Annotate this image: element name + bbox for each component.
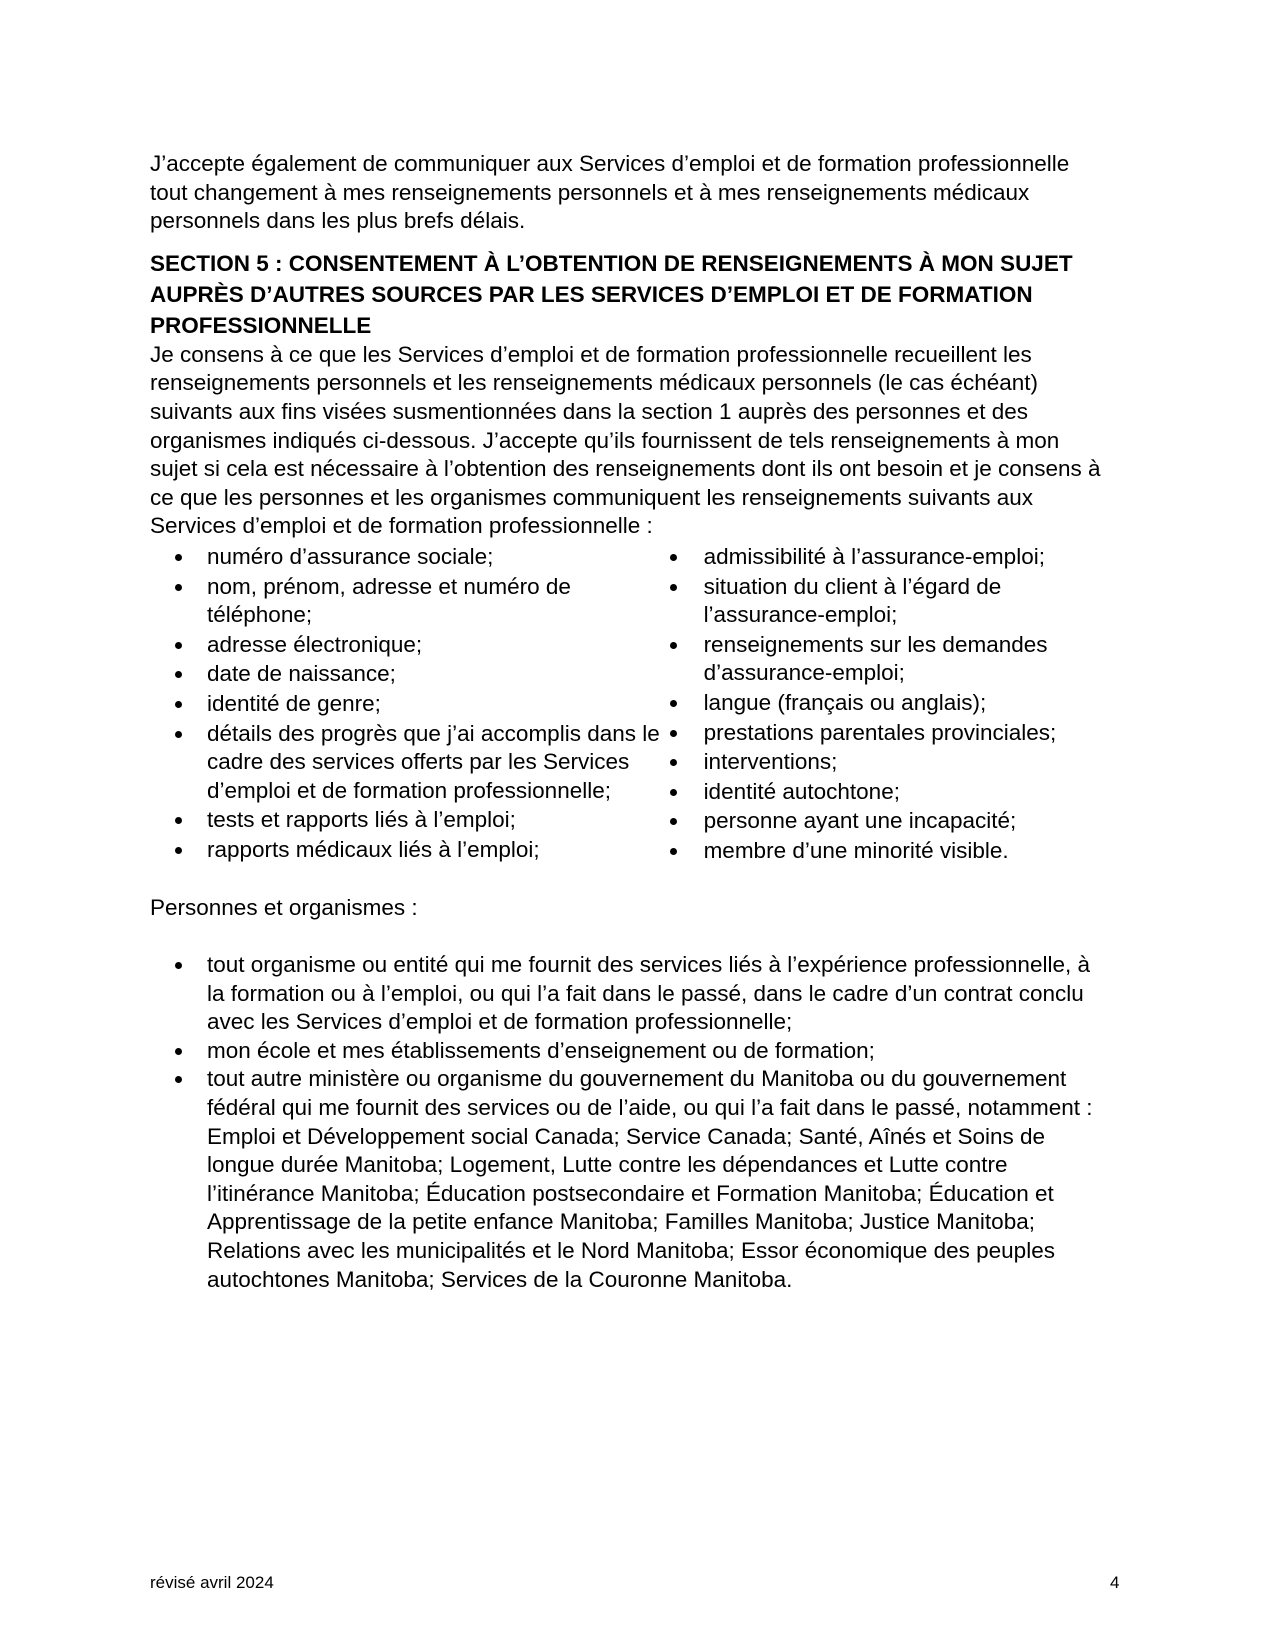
info-items-right-list: [670, 543, 1105, 867]
bullet-icon: [670, 554, 677, 561]
list-item: personne ayant une incapacité;: [670, 807, 1105, 836]
info-items-left-list: [150, 543, 670, 867]
revision-date: révisé avril 2024: [150, 1573, 274, 1592]
bullet-icon: [670, 700, 677, 707]
bullet-icon: [175, 554, 182, 561]
orgs-label: Personnes et organismes :: [150, 895, 418, 921]
list-item: date de naissance;: [150, 660, 670, 689]
list-item: numéro d’assurance sociale;: [150, 543, 670, 572]
bullet-icon: [175, 1048, 182, 1055]
bullet-icon: [175, 584, 182, 591]
list-item: langue (français ou anglais);: [670, 689, 1105, 718]
bullet-icon: [175, 847, 182, 854]
page-number: 4: [1110, 1573, 1120, 1592]
list-item: identité autochtone;: [670, 778, 1105, 807]
list-item: identité de genre;: [150, 690, 670, 719]
bullet-icon: [670, 642, 677, 649]
bullet-icon: [175, 642, 182, 649]
list-item: situation du client à l’égard de l’assurance-emploi;: [670, 573, 1105, 630]
bullet-icon: [670, 818, 677, 825]
orgs-list: [150, 951, 1105, 1294]
bullet-icon: [670, 730, 677, 737]
bullet-icon: [175, 1076, 182, 1083]
bullet-icon: [670, 789, 677, 796]
list-item: renseignements sur les demandes d’assurance-emploi;: [670, 631, 1105, 688]
info-items-columns: [150, 543, 1105, 867]
bullet-icon: [175, 731, 182, 738]
bullet-icon: [670, 759, 677, 766]
bullet-icon: [670, 584, 677, 591]
list-item: nom, prénom, adresse et numéro de téléphone;: [150, 573, 670, 630]
list-item: détails des progrès que j’ai accomplis dans le cadre des services offerts par les Services d’emploi et de formation professionnelle;: [150, 720, 670, 806]
list-item: mon école et mes établissements d’enseignement ou de formation;: [150, 1037, 1105, 1066]
list-item: tout organisme ou entité qui me fournit des services liés à l’expérience professionnelle, à la formation ou à l’emploi, ou qui l’a fait dans le passé, dans le cadre d’un contrat conclu avec les Services d’emploi et de formation professionnelle;: [150, 951, 1105, 1037]
list-item: rapports médicaux liés à l’emploi;: [150, 836, 670, 865]
bullet-icon: [175, 701, 182, 708]
intro-paragraph: J’accepte également de communiquer aux Services d’emploi et de formation professionnelle tout changement à mes renseignements personnels et à mes renseignements médicaux personnels dans les plus brefs délais.: [150, 151, 1070, 234]
bullet-icon: [175, 817, 182, 824]
bullet-icon: [670, 848, 677, 855]
document-page: [150, 150, 1105, 1294]
bullet-icon: [175, 962, 182, 969]
list-item: tests et rapports liés à l’emploi;: [150, 806, 670, 835]
bullet-icon: [175, 671, 182, 678]
list-item: tout autre ministère ou organisme du gouvernement du Manitoba ou du gouvernement fédéral qui me fournit des services ou de l’aide, ou qui l’a fait dans le passé, notamment : Emploi et Développement social Canada; Service Canada; Santé, Aînés et Soins de longue durée Manitoba; Logement, Lutte contre les dépendances et Lutte contre l’itinérance Manitoba; Éducation postsecondaire et Formation Manitoba; Éducation et Apprentissage de la petite enfance Manitoba; Familles Manitoba; Justice Manitoba; Relations avec les municipalités et le Nord Manitoba; Essor économique des peuples autochtones Manitoba; Services de la Couronne Manitoba.: [150, 1065, 1105, 1294]
list-item: prestations parentales provinciales;: [670, 719, 1105, 748]
section-5-heading: SECTION 5 : CONSENTEMENT À L’OBTENTION DE RENSEIGNEMENTS À MON SUJET AUPRÈS D’AUTRES SOURCES PAR LES SERVICES D’EMPLOI ET DE FORMATION PROFESSIONNELLE: [150, 250, 1073, 338]
list-item: admissibilité à l’assurance-emploi;: [670, 543, 1105, 572]
section-5-body: Je consens à ce que les Services d’emploi et de formation professionnelle recueillent les renseignements personnels et les renseignements médicaux personnels (le cas échéant) suivants aux fins visées susmentionnées dans la section 1 auprès des personnes et des organismes indiqués ci-dessous. J’accepte qu’ils fournissent de tels renseignements à mon sujet si cela est nécessaire à l’obtention des renseignements dont ils ont besoin et je consens à ce que les personnes et les organismes communiquent les renseignements suivants aux Services d’emploi et de formation professionnelle :: [150, 341, 1101, 539]
list-item: adresse électronique;: [150, 631, 670, 660]
list-item: membre d’une minorité visible.: [670, 837, 1105, 866]
list-item: interventions;: [670, 748, 1105, 777]
